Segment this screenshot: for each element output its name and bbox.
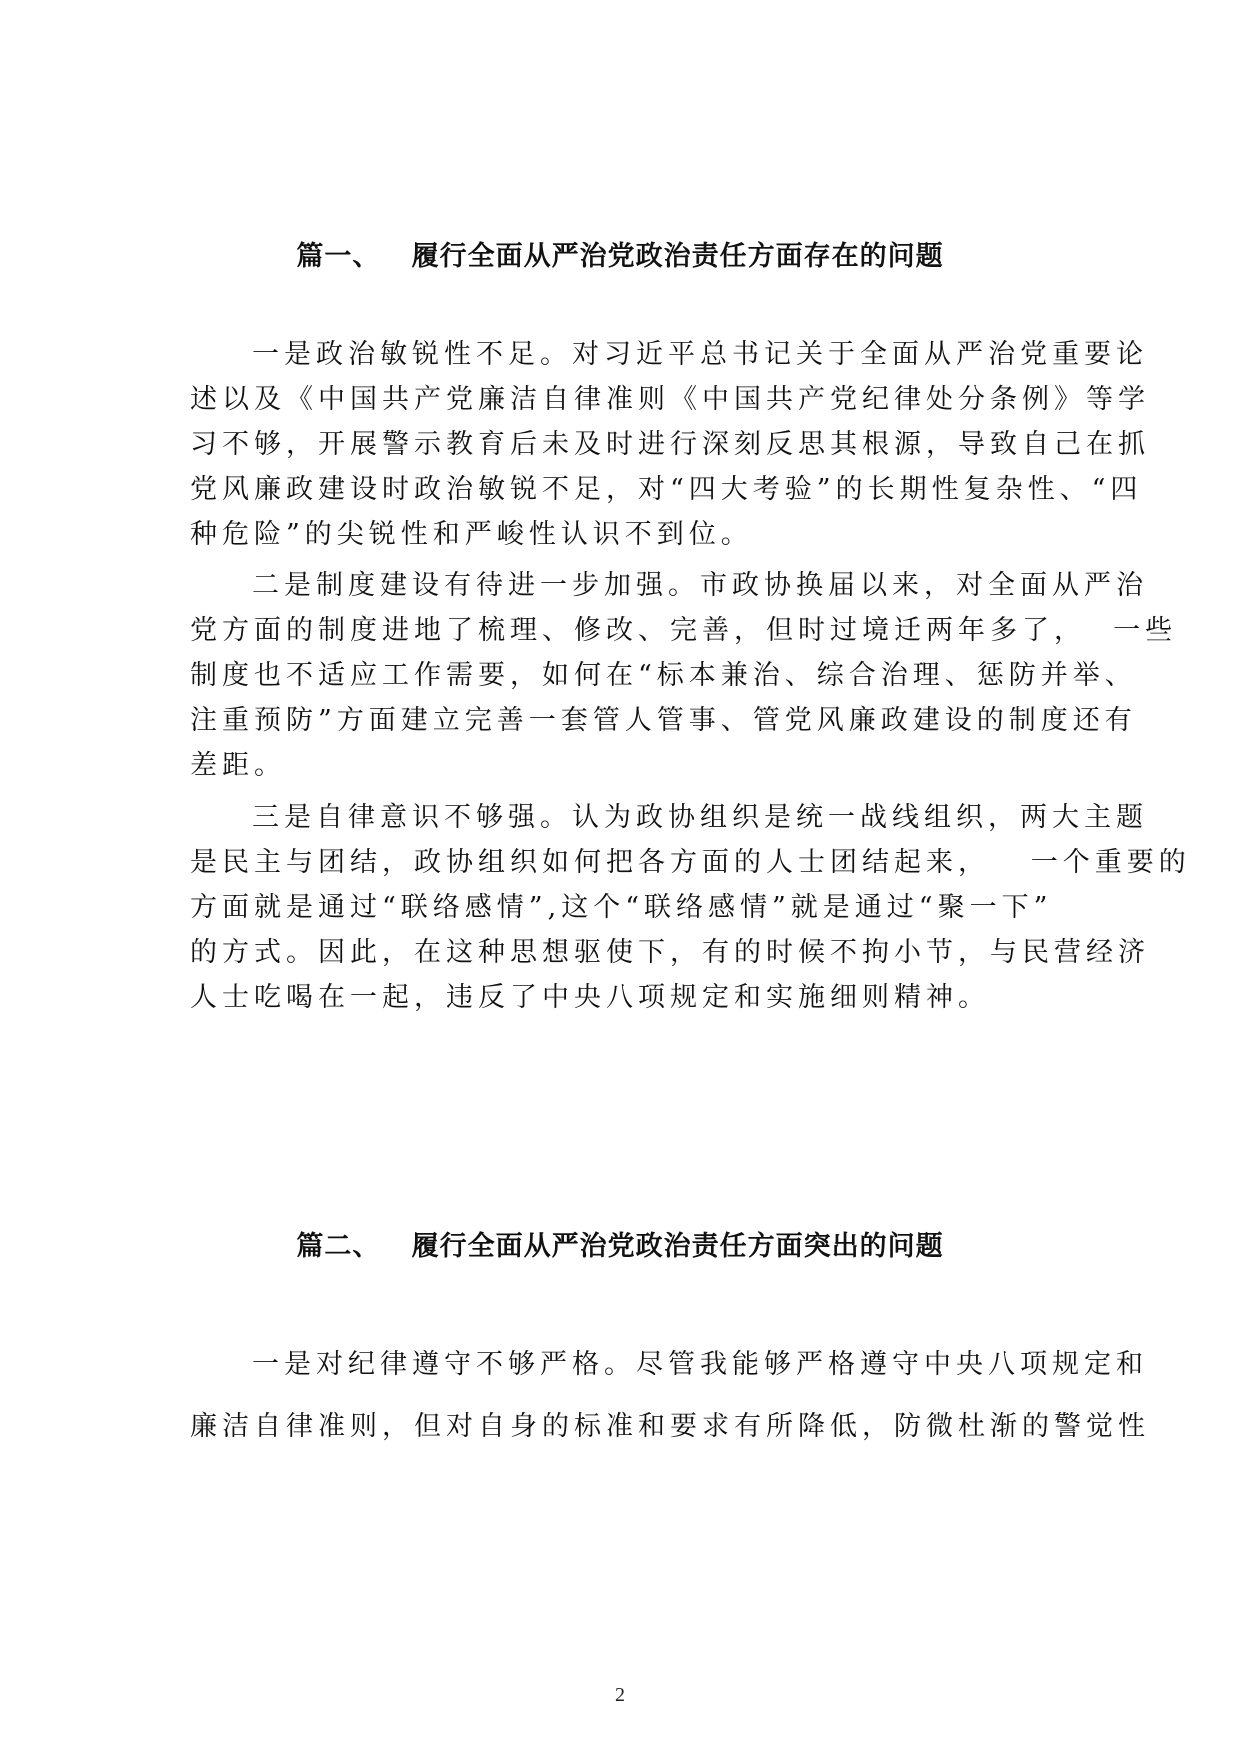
paragraph-line: 习不够，开展警示教育后未及时进行深刻反思其根源，导致自己在抓	[190, 429, 1150, 460]
paragraph-line: 三是自律意识不够强。认为政协组织是统一战线组织，两大主题	[252, 802, 1148, 833]
paragraph-line: 人士吃喝在一起，违反了中央八项规定和实施细则精神。	[190, 982, 990, 1013]
paragraph-line: 制度也不适应工作需要，如何在“标本兼治、综合治理、惩防并举、	[190, 660, 1137, 691]
paragraph-line: 一是政治敏锐性不足。对习近平总书记关于全面从严治党重要论	[252, 339, 1148, 370]
paragraph-line: 的方式。因此，在这种思想驱使下，有的时候不拘小节，与民营经济	[190, 937, 1150, 968]
paragraph-line: 党方面的制度进地了梳理、修改、完善，但时过境迁两年多了， 一些	[190, 615, 1178, 646]
paragraph-line: 差距。	[190, 750, 286, 781]
paragraph-line: 注重预防”方面建立完善一套管人管事、管党风廉政建设的制度还有	[190, 705, 1137, 736]
page-number: 2	[615, 1684, 625, 1706]
paragraph-line: 党风廉政建设时政治敏锐不足，对“四大考验”的长期性复杂性、“四	[190, 474, 1143, 505]
paragraph-line: 廉洁自律准则，但对自身的标准和要求有所降低，防微杜渐的警觉性	[190, 1411, 1150, 1442]
paragraph-line: 是民主与团结，政协组织如何把各方面的人士团结起来， 一个重要的	[190, 847, 1191, 878]
paragraph-line: 述以及《中国共产党廉洁自律准则《中国共产党纪律处分条例》等学	[190, 384, 1150, 415]
paragraph-line: 二是制度建设有待进一步加强。市政协换届以来，对全面从严治	[252, 570, 1148, 601]
section-1-heading: 篇一、 履行全面从严治党政治责任方面存在的问题	[296, 241, 944, 272]
paragraph-line: 种危险”的尖锐性和严峻性认识不到位。	[190, 519, 753, 550]
paragraph-line: 方面就是通过“联络感情”,这个“联络感情”就是通过“聚一下”	[190, 892, 1053, 923]
section-2-heading: 篇二、 履行全面从严治党政治责任方面突出的问题	[296, 1231, 944, 1262]
paragraph-line: 一是对纪律遵守不够严格。尽管我能够严格遵守中央八项规定和	[252, 1349, 1148, 1380]
